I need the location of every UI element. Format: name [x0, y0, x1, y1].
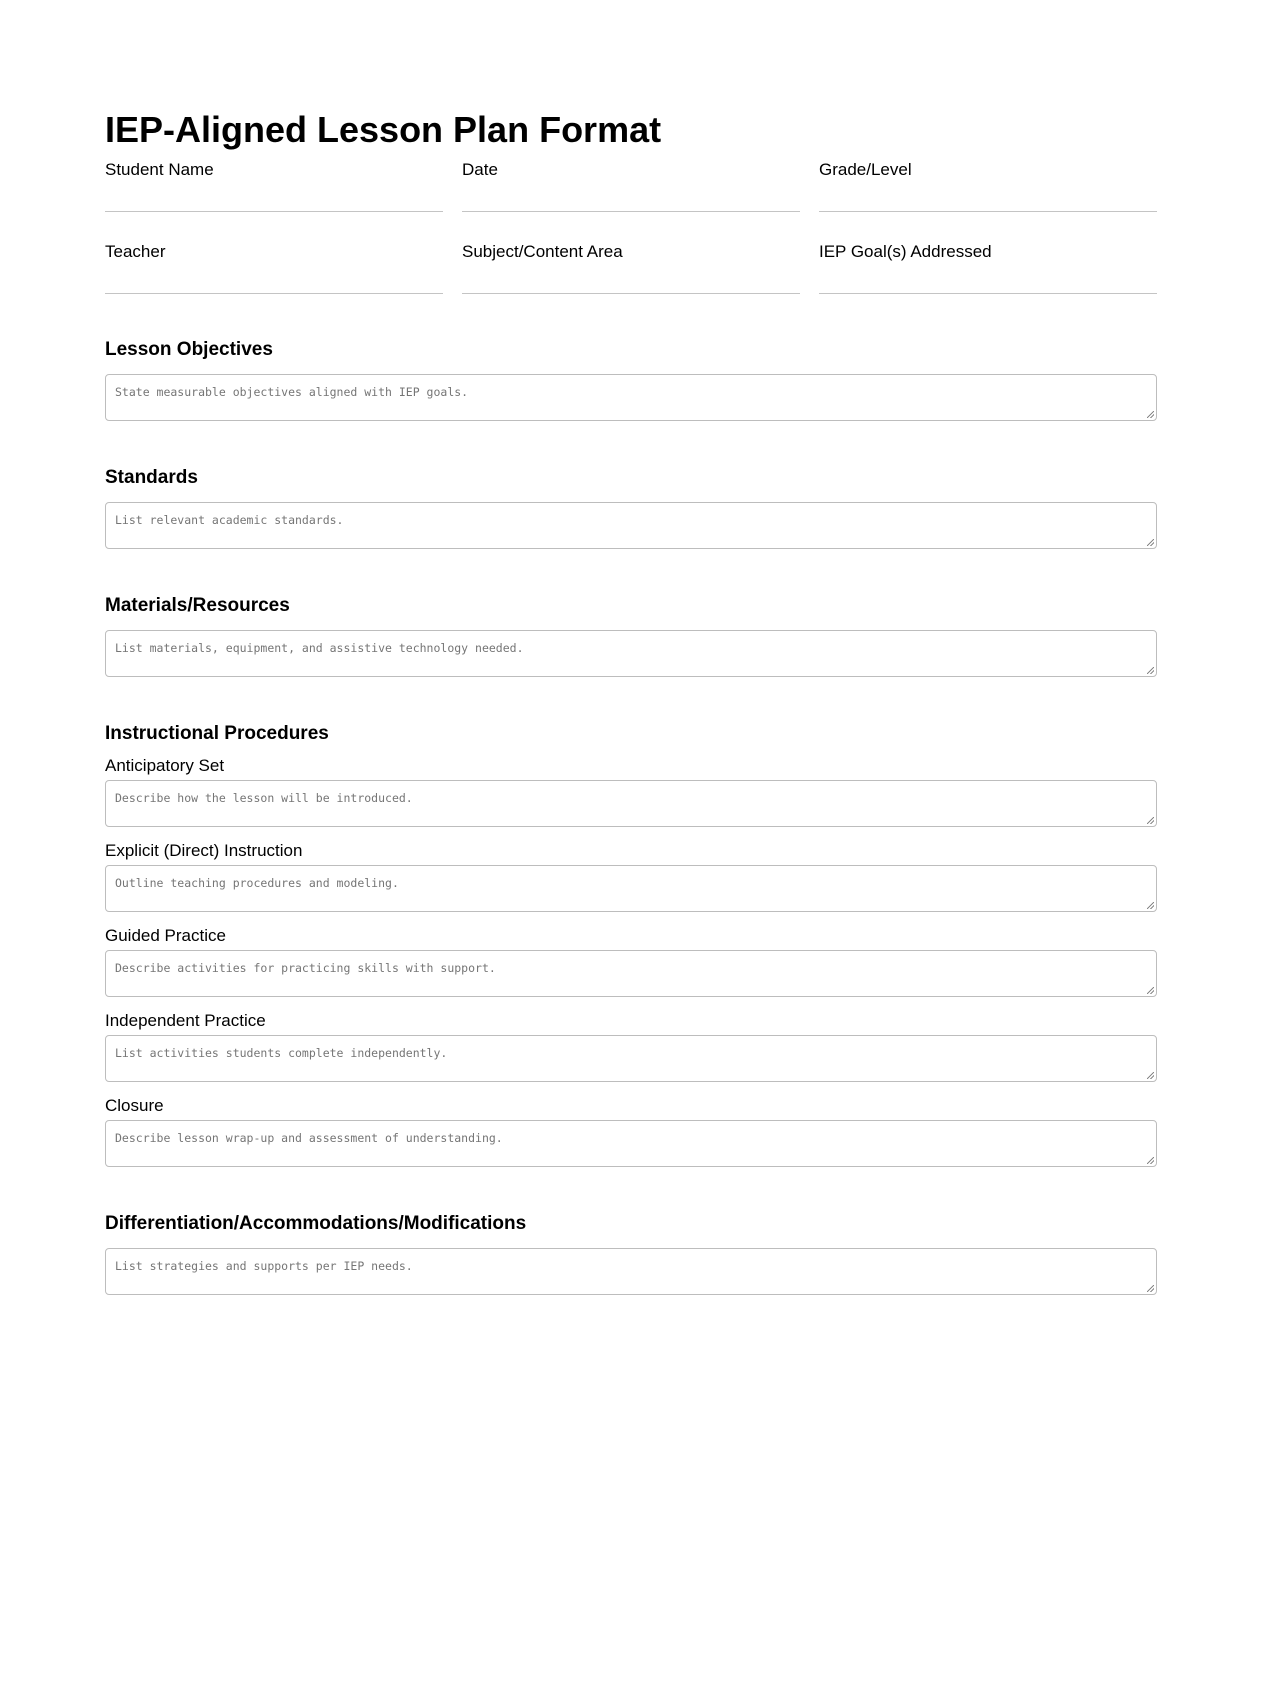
placeholder: Describe activities for practicing skills with support.	[115, 961, 496, 975]
placeholder: List relevant academic standards.	[115, 513, 344, 527]
date-field	[462, 159, 800, 212]
field-label: IEP Goal(s) Addressed	[819, 242, 992, 261]
section-heading: Lesson Objectives	[105, 339, 273, 360]
step-label: Explicit (Direct) Instruction	[105, 841, 303, 860]
section-heading: Standards	[105, 467, 198, 488]
materials-textarea[interactable]	[105, 630, 1157, 677]
differentiation-textarea[interactable]	[105, 1248, 1157, 1295]
iep-goals-input[interactable]	[819, 263, 1157, 294]
field-label: Teacher	[105, 242, 166, 261]
sections	[105, 294, 1157, 1295]
resize-handle-icon[interactable]	[1147, 817, 1154, 824]
step-closure	[105, 1096, 1157, 1167]
resize-handle-icon[interactable]	[1147, 411, 1154, 418]
page-title: IEP-Aligned Lesson Plan Format	[105, 109, 662, 150]
placeholder: Describe lesson wrap-up and assessment of understanding.	[115, 1131, 503, 1145]
date-input[interactable]	[462, 181, 800, 212]
placeholder: List materials, equipment, and assistive technology needed.	[115, 641, 524, 655]
resize-handle-icon[interactable]	[1147, 539, 1154, 546]
section-heading: Instructional Procedures	[105, 723, 329, 744]
iep-goals-field	[819, 241, 1157, 294]
field-label: Date	[462, 160, 498, 179]
step-anticipatory-set	[105, 756, 1157, 827]
step-explicit-instruction	[105, 841, 1157, 912]
section-standards	[105, 466, 1157, 549]
placeholder: Describe how the lesson will be introduced.	[115, 791, 413, 805]
step-guided-practice	[105, 926, 1157, 997]
section-heading: Differentiation/Accommodations/Modifications	[105, 1213, 527, 1234]
field-label: Student Name	[105, 160, 214, 179]
resize-handle-icon[interactable]	[1147, 987, 1154, 994]
resize-handle-icon[interactable]	[1147, 902, 1154, 909]
independent-practice-textarea[interactable]	[105, 1035, 1157, 1082]
section-procedures	[105, 722, 1157, 1167]
objectives-textarea[interactable]	[105, 374, 1157, 421]
student-name-input[interactable]	[105, 181, 443, 212]
resize-handle-icon[interactable]	[1147, 667, 1154, 674]
section-heading: Materials/Resources	[105, 595, 290, 616]
step-label: Anticipatory Set	[105, 756, 225, 775]
lesson-plan-form	[105, 0, 1157, 1299]
resize-handle-icon[interactable]	[1147, 1072, 1154, 1079]
resize-handle-icon[interactable]	[1147, 1285, 1154, 1292]
subject-field	[462, 241, 800, 294]
anticipatory-set-textarea[interactable]	[105, 780, 1157, 827]
subject-input[interactable]	[462, 263, 800, 294]
step-label: Closure	[105, 1096, 164, 1115]
placeholder: List activities students complete independently.	[115, 1046, 448, 1060]
section-materials	[105, 594, 1157, 677]
section-objectives	[105, 338, 1157, 421]
grade-level-input[interactable]	[819, 181, 1157, 212]
field-label: Grade/Level	[819, 160, 912, 179]
step-label: Independent Practice	[105, 1011, 266, 1030]
grade-level-field	[819, 159, 1157, 212]
explicit-instruction-textarea[interactable]	[105, 865, 1157, 912]
student-name-field	[105, 159, 443, 212]
step-label: Guided Practice	[105, 926, 226, 945]
placeholder: State measurable objectives aligned with IEP goals.	[115, 385, 469, 399]
teacher-field	[105, 241, 443, 294]
resize-handle-icon[interactable]	[1147, 1157, 1154, 1164]
standards-textarea[interactable]	[105, 502, 1157, 549]
teacher-input[interactable]	[105, 263, 443, 294]
placeholder: Outline teaching procedures and modeling.	[115, 876, 399, 890]
closure-textarea[interactable]	[105, 1120, 1157, 1167]
placeholder: List strategies and supports per IEP needs.	[115, 1259, 413, 1273]
section-differentiation	[105, 1212, 1157, 1295]
guided-practice-textarea[interactable]	[105, 950, 1157, 997]
step-independent-practice	[105, 1011, 1157, 1082]
field-label: Subject/Content Area	[462, 242, 623, 261]
